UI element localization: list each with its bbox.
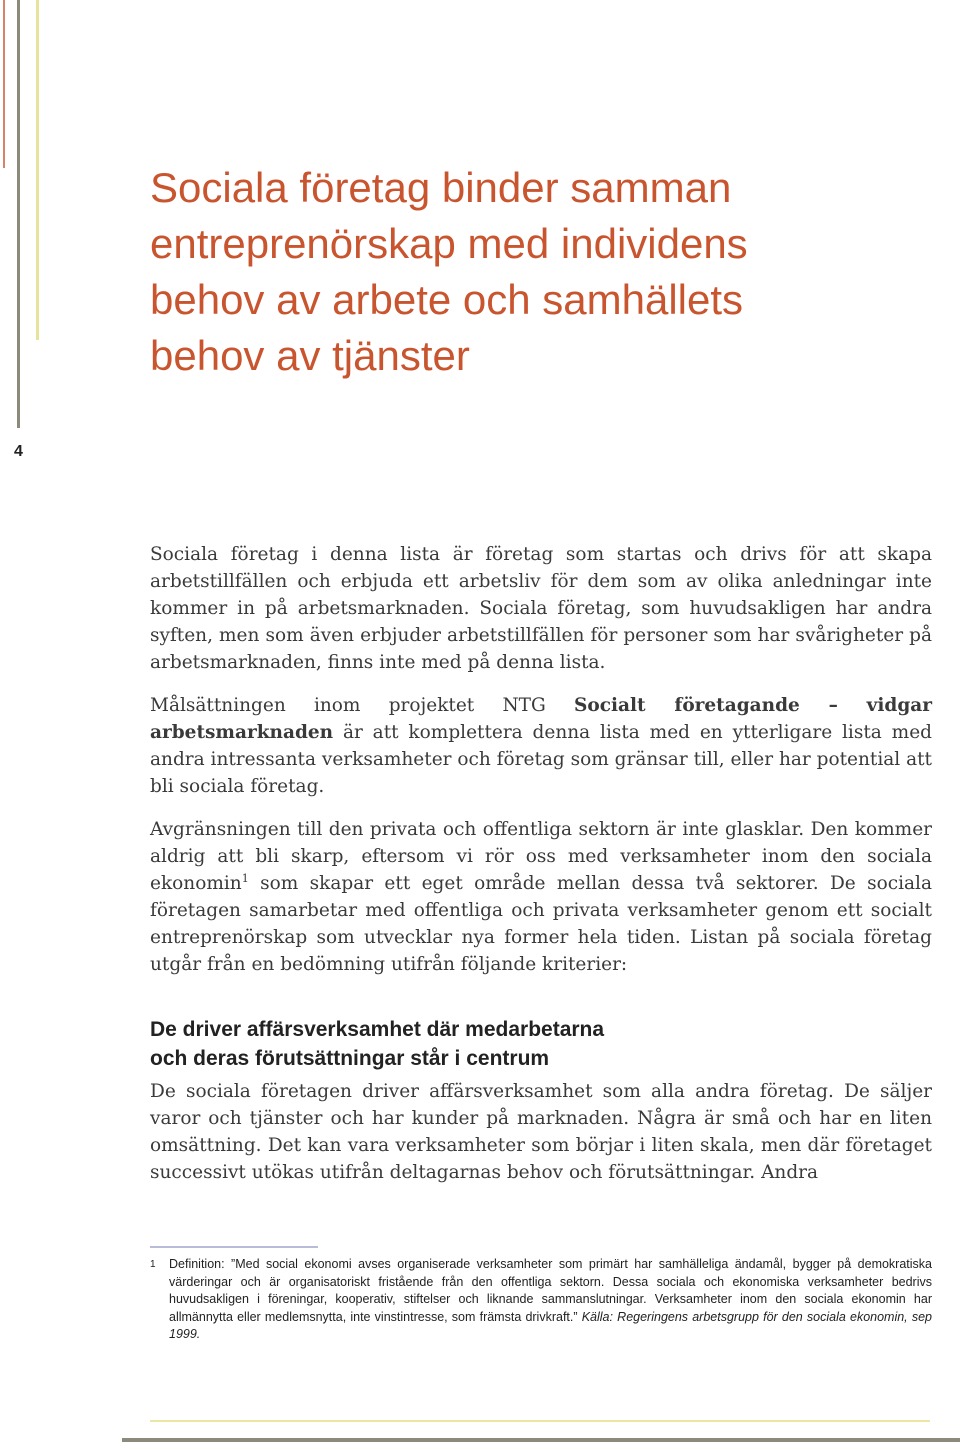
title-line: behov av tjänster [150, 332, 470, 379]
paragraph-text: som skapar ett eget område mellan dessa två sektorer. De sociala företagen samarbetar med offentliga och privata verksamheter genom ett socialt entreprenörskap som utvecklar nya former hela tiden. Listan på sociala företag utgår från en bedömning utifrån följande kriterier: [150, 873, 932, 975]
footnote-definition: Definition: ”Med social ekonomi avses organiserade verksamheter som primärt har samhälleliga ändamål, bygger på demokratiska värderingar och är organisatoriskt fristående från den offentliga sektorn. Dessa sociala och ekonomiska verksamheter bedrivs huvudsakligen i föreningar, kooperativ, stiftelser och liknande sammanslutningar. Verksamheter inom den sociala ekonomin har allmännytta eller medlemsnytta, inte vinstintresse, som främsta drivkraft.” [169, 1257, 932, 1324]
intro-paragraph-2 [150, 692, 932, 800]
title-line: entreprenörskap med individens [150, 220, 748, 267]
decorative-yellow-line [36, 0, 39, 340]
footnote-text [169, 1256, 932, 1344]
paragraph-text: är att komplettera denna lista med en ytterligare lista med andra intressanta verksamheter och företag som gränsar till, eller har potential att bli sociala företag. [150, 722, 932, 797]
heading-line: och deras förutsättningar står i centrum [150, 1047, 550, 1070]
footnote-source: Källa: Regeringens arbetsgrupp för den sociala ekonomin, sep 1999. [169, 1309, 932, 1341]
project-name: Socialt företagande – vidgar arbetsmarknaden [150, 695, 932, 743]
footnote-reference: 1 [241, 871, 249, 885]
section-text [150, 1078, 932, 1202]
intro-paragraph-1: Sociala företag i denna lista är företag som startas och drivs för att skapa arbetstillfällen och erbjuda ett arbetsliv för dem som av olika anledningar inte kommer in på arbetsmarknaden. Sociala företag, som huvudsakligen har andra syften, men som även erbjuder arbetstillfällen för personer som har svårigheter på arbetsmarknaden, finns inte med på denna lista. [150, 544, 932, 673]
heading-line: De driver affärsverksamhet där medarbetarna [150, 1018, 605, 1041]
intro-paragraph-3 [150, 816, 932, 978]
footnote [150, 1256, 932, 1344]
paragraph-text: Målsättningen inom projektet NTG [150, 695, 575, 716]
page-number: 4 [14, 443, 23, 460]
title-line: Sociala företag binder samman [150, 164, 732, 211]
section-heading [150, 1015, 604, 1073]
footnote-number: 1 [150, 1259, 156, 1270]
decorative-red-line [3, 0, 5, 168]
intro-text [150, 541, 932, 994]
page-title [150, 160, 890, 384]
bottom-olive-rule [122, 1438, 960, 1442]
paragraph-text: Avgränsningen till den privata och offentliga sektorn är inte glasklar. Den kommer aldrig att bli skarp, eftersom vi rör oss med verksamheter inom den sociala ekonomin [150, 819, 932, 894]
section-paragraph: De sociala företagen driver affärsverksamhet som alla andra företag. De säljer varor och tjänster och har kunder på marknaden. Några är små och har en liten omsättning. Det kan vara verksamheter som börjar i liten skala, men där företaget successivt utökas utifrån deltagarnas behov och förutsättningar. Andra [150, 1081, 932, 1183]
decorative-gray-bar [17, 0, 20, 428]
title-line: behov av arbete och samhällets [150, 276, 744, 323]
footnote-divider [150, 1246, 318, 1248]
bottom-yellow-rule [150, 1420, 930, 1422]
